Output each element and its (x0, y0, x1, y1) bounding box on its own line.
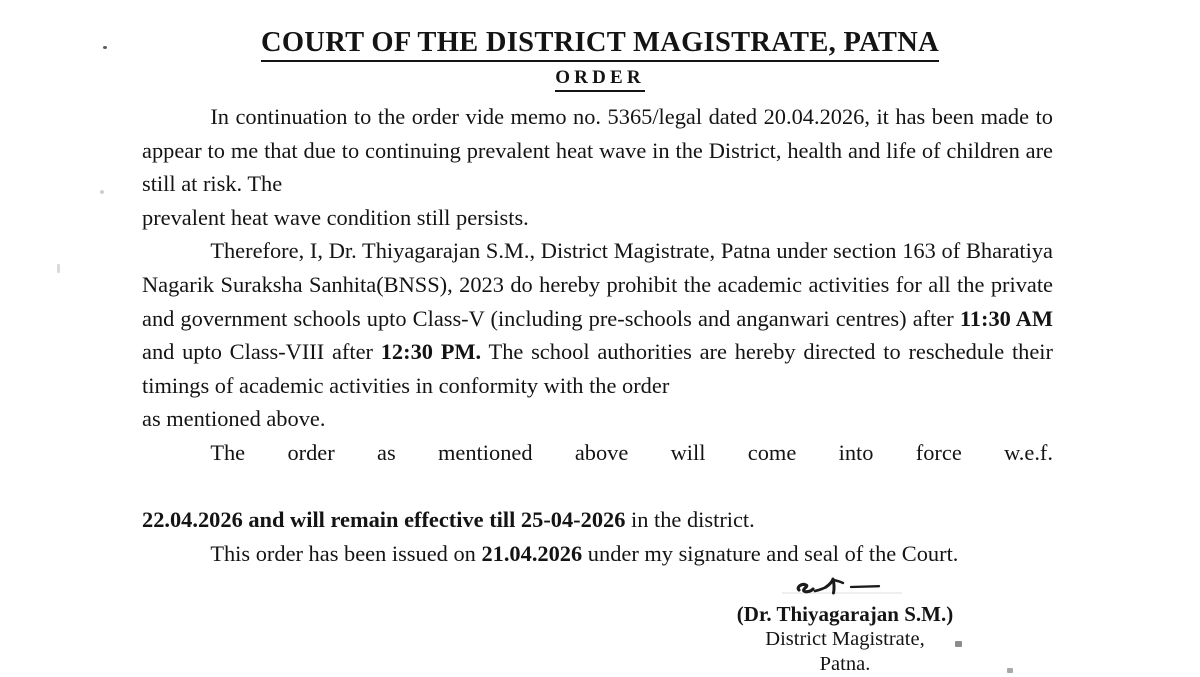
paragraph-1-text: In continuation to the order vide memo no. 5365/legal dated 20.04.2026, it has been made to appear to me that due to continuing prevalent heat wave in the District, health and life of children are still at risk. The (142, 104, 1053, 197)
paragraph-1 (142, 100, 1053, 234)
paragraph-1-tail: prevalent heat wave condition still persists. (142, 204, 529, 230)
closing-time-primary: 11:30 AM (959, 305, 1053, 331)
paragraph-2-text: Therefore, I, Dr. Thiyagarajan S.M., District Magistrate, Patna under section 163 of Bharatiya Nagarik Suraksha Sanhita(BNSS), 2023 do hereby prohibit the academic activities for all the private and government schools upto Class-V (including pre-schools and anganwari centres) after (142, 238, 1053, 331)
order-heading: ORDER (555, 67, 645, 92)
paragraph-4 (142, 537, 1053, 571)
effective-date-range: 22.04.2026 and will remain effective till 25-04-2026 (142, 507, 626, 533)
paragraph-2-mid: and upto Class-VIII after (142, 339, 381, 365)
paragraph-4-tail: under my signature and seal of the Court. (582, 540, 959, 566)
scan-speckle (1007, 668, 1013, 673)
paragraph-2 (142, 234, 1053, 436)
handwritten-signature-icon (690, 574, 1000, 600)
document-header (0, 28, 1200, 62)
issue-date: 21.04.2026 (481, 540, 583, 566)
signatory-name: (Dr. Thiyagarajan S.M.) (736, 602, 954, 626)
closing-time-secondary: 12:30 PM. (380, 339, 482, 365)
paragraph-3 (142, 436, 1053, 537)
paragraph-3-tail: in the district. (625, 507, 755, 533)
paragraph-2-last-line: as mentioned above. (142, 406, 326, 432)
document-subheader (0, 67, 1200, 92)
scan-speckle (100, 190, 104, 194)
scan-speckle (57, 264, 60, 273)
paragraph-2-tail: The school authorities are hereby directed to reschedule their timings of academic activities in conformity with the order (142, 339, 1053, 398)
signatory-place: Patna. (819, 653, 871, 675)
signatory-role: District Magistrate, (765, 628, 925, 650)
page-title: COURT OF THE DISTRICT MAGISTRATE, PATNA (261, 28, 939, 62)
paragraph-3-text: The order as mentioned above will come into force w.e.f. (210, 439, 1053, 465)
signature-block (690, 574, 1000, 677)
order-body (142, 100, 1053, 570)
paragraph-4-text: This order has been issued on (210, 540, 482, 566)
